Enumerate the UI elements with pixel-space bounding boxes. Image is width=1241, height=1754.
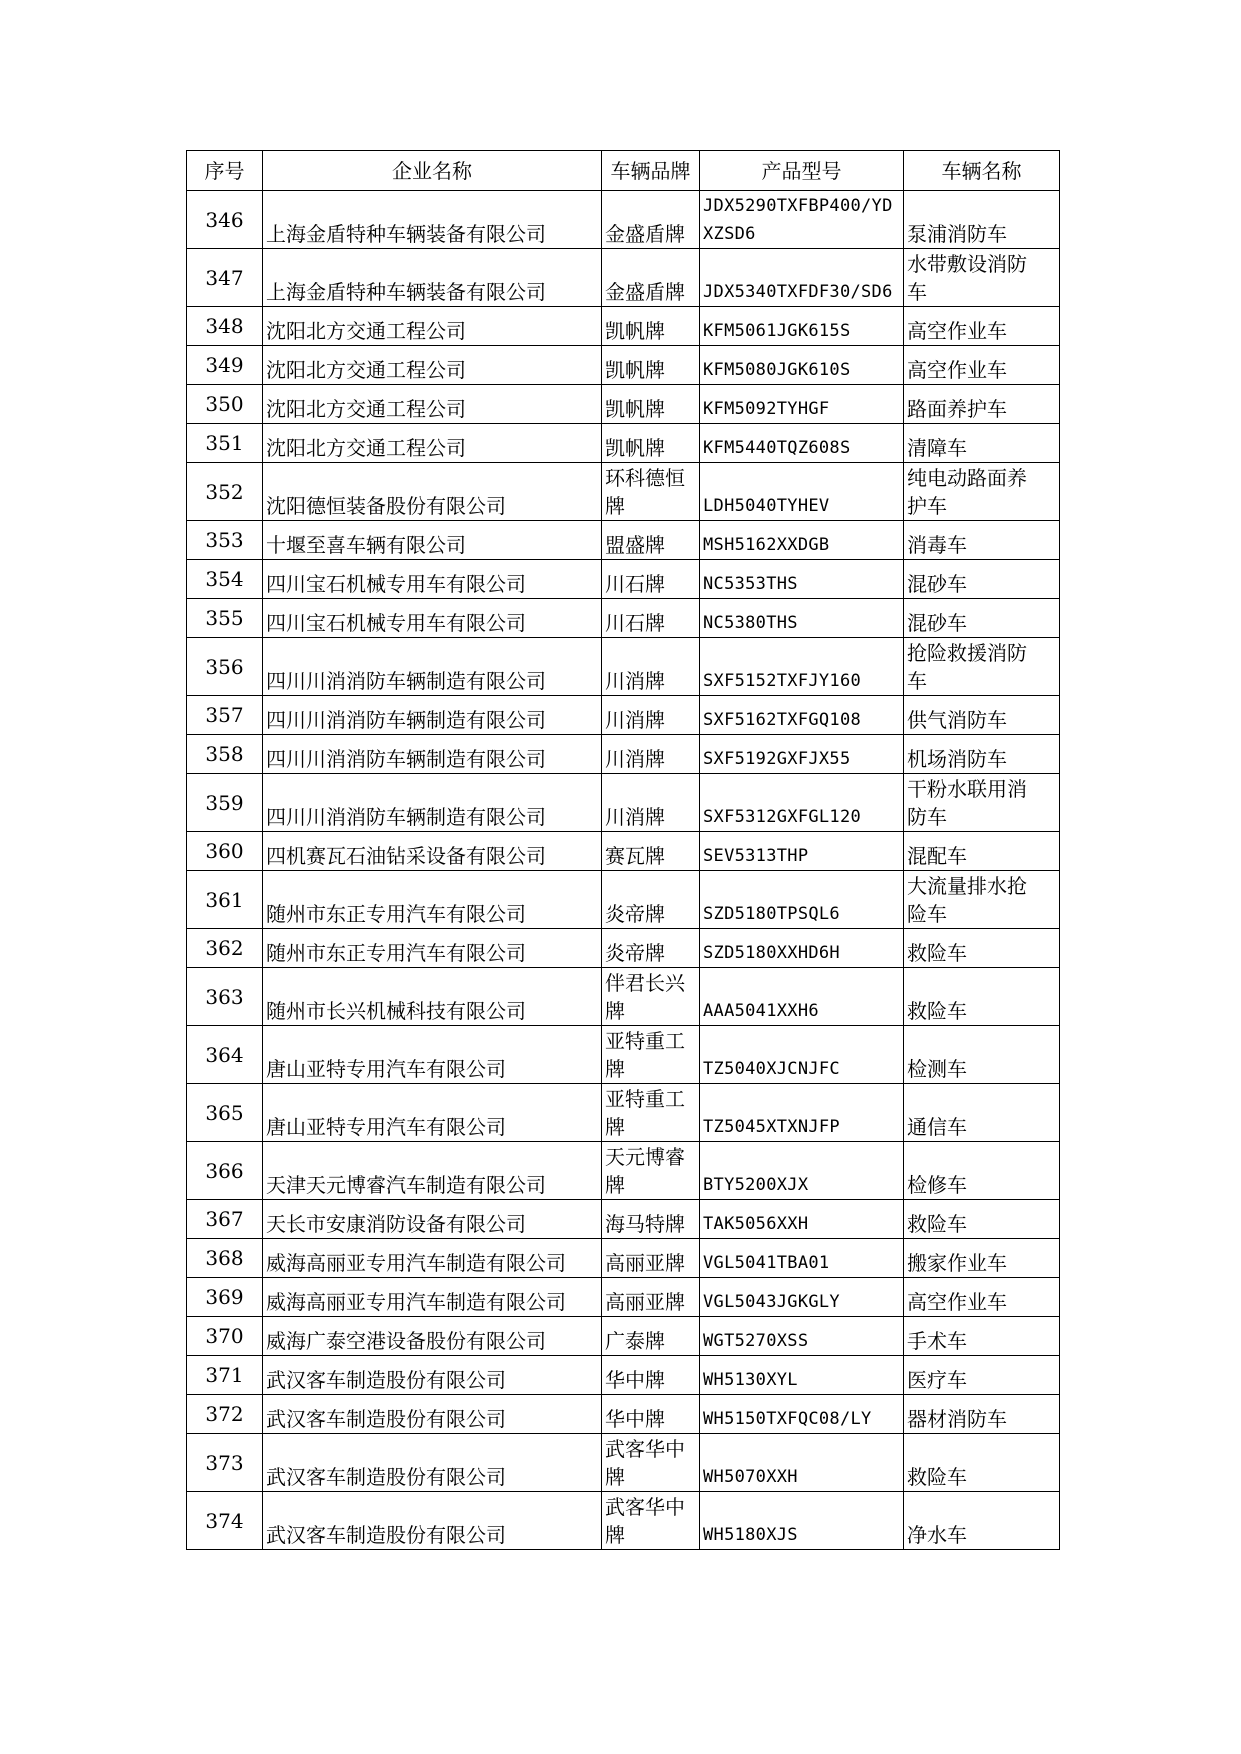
seq-cell: 361 xyxy=(187,871,263,929)
brand-cell: 亚特重工 牌 xyxy=(602,1026,700,1084)
model-cell: WGT5270XSS xyxy=(700,1317,904,1356)
seq-cell: 358 xyxy=(187,735,263,774)
vehicle-name-cell: 器材消防车 xyxy=(904,1395,1060,1434)
company-cell: 上海金盾特种车辆装备有限公司 xyxy=(263,249,602,307)
vehicle-name-cell: 救险车 xyxy=(904,1434,1060,1492)
brand-cell: 凯帆牌 xyxy=(602,307,700,346)
vehicle-name-cell: 通信车 xyxy=(904,1084,1060,1142)
company-cell: 沈阳北方交通工程公司 xyxy=(263,424,602,463)
company-cell: 四川川消消防车辆制造有限公司 xyxy=(263,638,602,696)
table-row xyxy=(187,929,1060,968)
table-row xyxy=(187,307,1060,346)
table-row xyxy=(187,1084,1060,1142)
table-row xyxy=(187,385,1060,424)
model-cell: SZD5180XXHD6H xyxy=(700,929,904,968)
seq-cell: 351 xyxy=(187,424,263,463)
model-cell: TZ5045XTXNJFP xyxy=(700,1084,904,1142)
company-cell: 威海广泰空港设备股份有限公司 xyxy=(263,1317,602,1356)
brand-cell: 川消牌 xyxy=(602,638,700,696)
table-row xyxy=(187,1026,1060,1084)
table-row xyxy=(187,463,1060,521)
vehicle-name-cell: 混配车 xyxy=(904,832,1060,871)
seq-cell: 352 xyxy=(187,463,263,521)
brand-cell: 凯帆牌 xyxy=(602,385,700,424)
company-cell: 沈阳北方交通工程公司 xyxy=(263,346,602,385)
brand-cell: 凯帆牌 xyxy=(602,424,700,463)
vehicle-name-cell: 泵浦消防车 xyxy=(904,191,1060,249)
vehicle-name-cell: 检测车 xyxy=(904,1026,1060,1084)
brand-cell: 盟盛牌 xyxy=(602,521,700,560)
seq-cell: 369 xyxy=(187,1278,263,1317)
company-cell: 武汉客车制造股份有限公司 xyxy=(263,1356,602,1395)
company-cell: 天长市安康消防设备有限公司 xyxy=(263,1200,602,1239)
model-cell: WH5070XXH xyxy=(700,1434,904,1492)
company-cell: 唐山亚特专用汽车有限公司 xyxy=(263,1084,602,1142)
vehicle-name-cell: 供气消防车 xyxy=(904,696,1060,735)
model-cell: NC5353THS xyxy=(700,560,904,599)
seq-cell: 374 xyxy=(187,1492,263,1550)
model-cell: LDH5040TYHEV xyxy=(700,463,904,521)
vehicle-name-cell: 高空作业车 xyxy=(904,1278,1060,1317)
table-header-row xyxy=(187,151,1060,191)
vehicle-name-cell: 干粉水联用消 防车 xyxy=(904,774,1060,832)
brand-cell: 川石牌 xyxy=(602,599,700,638)
table-row xyxy=(187,1239,1060,1278)
model-cell: KFM5440TQZ608S xyxy=(700,424,904,463)
seq-cell: 359 xyxy=(187,774,263,832)
model-cell: KFM5061JGK615S xyxy=(700,307,904,346)
model-cell: SXF5312GXFGL120 xyxy=(700,774,904,832)
vehicle-name-cell: 医疗车 xyxy=(904,1356,1060,1395)
header-model: 产品型号 xyxy=(700,151,904,191)
table-row xyxy=(187,1200,1060,1239)
header-brand: 车辆品牌 xyxy=(602,151,700,191)
company-cell: 四川宝石机械专用车有限公司 xyxy=(263,599,602,638)
table-row xyxy=(187,1395,1060,1434)
seq-cell: 355 xyxy=(187,599,263,638)
company-cell: 四川川消消防车辆制造有限公司 xyxy=(263,735,602,774)
table-row xyxy=(187,1317,1060,1356)
company-cell: 十堰至喜车辆有限公司 xyxy=(263,521,602,560)
seq-cell: 372 xyxy=(187,1395,263,1434)
brand-cell: 川消牌 xyxy=(602,774,700,832)
seq-cell: 371 xyxy=(187,1356,263,1395)
model-cell: TAK5056XXH xyxy=(700,1200,904,1239)
model-cell: MSH5162XXDGB xyxy=(700,521,904,560)
vehicle-name-cell: 救险车 xyxy=(904,1200,1060,1239)
table-row xyxy=(187,1356,1060,1395)
table-row xyxy=(187,696,1060,735)
model-cell: BTY5200XJX xyxy=(700,1142,904,1200)
seq-cell: 370 xyxy=(187,1317,263,1356)
vehicle-name-cell: 消毒车 xyxy=(904,521,1060,560)
company-cell: 威海高丽亚专用汽车制造有限公司 xyxy=(263,1278,602,1317)
table-row xyxy=(187,521,1060,560)
company-cell: 武汉客车制造股份有限公司 xyxy=(263,1434,602,1492)
model-cell: SXF5152TXFJY160 xyxy=(700,638,904,696)
brand-cell: 高丽亚牌 xyxy=(602,1239,700,1278)
brand-cell: 广泰牌 xyxy=(602,1317,700,1356)
table-row xyxy=(187,871,1060,929)
brand-cell: 武客华中 牌 xyxy=(602,1492,700,1550)
seq-cell: 366 xyxy=(187,1142,263,1200)
model-cell: SZD5180TPSQL6 xyxy=(700,871,904,929)
brand-cell: 川消牌 xyxy=(602,735,700,774)
table-row xyxy=(187,1142,1060,1200)
brand-cell: 华中牌 xyxy=(602,1356,700,1395)
company-cell: 天津天元博睿汽车制造有限公司 xyxy=(263,1142,602,1200)
vehicle-catalog-table xyxy=(186,150,1060,1550)
seq-cell: 354 xyxy=(187,560,263,599)
vehicle-name-cell: 水带敷设消防 车 xyxy=(904,249,1060,307)
seq-cell: 357 xyxy=(187,696,263,735)
model-cell: TZ5040XJCNJFC xyxy=(700,1026,904,1084)
model-cell: NC5380THS xyxy=(700,599,904,638)
company-cell: 威海高丽亚专用汽车制造有限公司 xyxy=(263,1239,602,1278)
brand-cell: 川石牌 xyxy=(602,560,700,599)
company-cell: 沈阳德恒装备股份有限公司 xyxy=(263,463,602,521)
brand-cell: 金盛盾牌 xyxy=(602,249,700,307)
header-seq: 序号 xyxy=(187,151,263,191)
brand-cell: 川消牌 xyxy=(602,696,700,735)
brand-cell: 炎帝牌 xyxy=(602,871,700,929)
brand-cell: 凯帆牌 xyxy=(602,346,700,385)
brand-cell: 天元博睿 牌 xyxy=(602,1142,700,1200)
seq-cell: 360 xyxy=(187,832,263,871)
model-cell: WH5130XYL xyxy=(700,1356,904,1395)
company-cell: 上海金盾特种车辆装备有限公司 xyxy=(263,191,602,249)
seq-cell: 356 xyxy=(187,638,263,696)
table-row xyxy=(187,735,1060,774)
company-cell: 随州市东正专用汽车有限公司 xyxy=(263,871,602,929)
seq-cell: 364 xyxy=(187,1026,263,1084)
vehicle-name-cell: 高空作业车 xyxy=(904,307,1060,346)
table-row xyxy=(187,968,1060,1026)
model-cell: VGL5043JGKGLY xyxy=(700,1278,904,1317)
seq-cell: 348 xyxy=(187,307,263,346)
table-row xyxy=(187,832,1060,871)
vehicle-name-cell: 清障车 xyxy=(904,424,1060,463)
vehicle-name-cell: 混砂车 xyxy=(904,599,1060,638)
vehicle-name-cell: 混砂车 xyxy=(904,560,1060,599)
table-row xyxy=(187,1434,1060,1492)
model-cell: VGL5041TBA01 xyxy=(700,1239,904,1278)
table-row xyxy=(187,774,1060,832)
seq-cell: 347 xyxy=(187,249,263,307)
company-cell: 随州市长兴机械科技有限公司 xyxy=(263,968,602,1026)
vehicle-name-cell: 高空作业车 xyxy=(904,346,1060,385)
vehicle-name-cell: 机场消防车 xyxy=(904,735,1060,774)
company-cell: 唐山亚特专用汽车有限公司 xyxy=(263,1026,602,1084)
brand-cell: 赛瓦牌 xyxy=(602,832,700,871)
seq-cell: 350 xyxy=(187,385,263,424)
model-cell: KFM5092TYHGF xyxy=(700,385,904,424)
header-vehicle-name: 车辆名称 xyxy=(904,151,1060,191)
table-row xyxy=(187,346,1060,385)
model-cell: KFM5080JGK610S xyxy=(700,346,904,385)
brand-cell: 环科德恒 牌 xyxy=(602,463,700,521)
model-cell: WH5150TXFQC08/LY xyxy=(700,1395,904,1434)
seq-cell: 353 xyxy=(187,521,263,560)
model-cell: SXF5162TXFGQ108 xyxy=(700,696,904,735)
model-cell: JDX5290TXFBP400/YD XZSD6 xyxy=(700,191,904,249)
seq-cell: 373 xyxy=(187,1434,263,1492)
vehicle-name-cell: 手术车 xyxy=(904,1317,1060,1356)
model-cell: AAA5041XXH6 xyxy=(700,968,904,1026)
seq-cell: 367 xyxy=(187,1200,263,1239)
table-row xyxy=(187,191,1060,249)
table-row xyxy=(187,638,1060,696)
seq-cell: 368 xyxy=(187,1239,263,1278)
seq-cell: 349 xyxy=(187,346,263,385)
brand-cell: 炎帝牌 xyxy=(602,929,700,968)
brand-cell: 金盛盾牌 xyxy=(602,191,700,249)
brand-cell: 武客华中 牌 xyxy=(602,1434,700,1492)
company-cell: 沈阳北方交通工程公司 xyxy=(263,385,602,424)
header-company: 企业名称 xyxy=(263,151,602,191)
vehicle-name-cell: 搬家作业车 xyxy=(904,1239,1060,1278)
company-cell: 武汉客车制造股份有限公司 xyxy=(263,1395,602,1434)
company-cell: 武汉客车制造股份有限公司 xyxy=(263,1492,602,1550)
table-row xyxy=(187,599,1060,638)
vehicle-name-cell: 救险车 xyxy=(904,929,1060,968)
vehicle-name-cell: 大流量排水抢 险车 xyxy=(904,871,1060,929)
brand-cell: 亚特重工 牌 xyxy=(602,1084,700,1142)
model-cell: SXF5192GXFJX55 xyxy=(700,735,904,774)
brand-cell: 海马特牌 xyxy=(602,1200,700,1239)
model-cell: SEV5313THP xyxy=(700,832,904,871)
seq-cell: 365 xyxy=(187,1084,263,1142)
model-cell: JDX5340TXFDF30/SD6 xyxy=(700,249,904,307)
table-row xyxy=(187,1492,1060,1550)
vehicle-name-cell: 净水车 xyxy=(904,1492,1060,1550)
vehicle-name-cell: 救险车 xyxy=(904,968,1060,1026)
company-cell: 四机赛瓦石油钻采设备有限公司 xyxy=(263,832,602,871)
brand-cell: 伴君长兴 牌 xyxy=(602,968,700,1026)
company-cell: 四川宝石机械专用车有限公司 xyxy=(263,560,602,599)
seq-cell: 346 xyxy=(187,191,263,249)
table-row xyxy=(187,560,1060,599)
seq-cell: 362 xyxy=(187,929,263,968)
vehicle-name-cell: 纯电动路面养 护车 xyxy=(904,463,1060,521)
company-cell: 随州市东正专用汽车有限公司 xyxy=(263,929,602,968)
brand-cell: 华中牌 xyxy=(602,1395,700,1434)
table-row xyxy=(187,1278,1060,1317)
table-row xyxy=(187,249,1060,307)
model-cell: WH5180XJS xyxy=(700,1492,904,1550)
company-cell: 四川川消消防车辆制造有限公司 xyxy=(263,774,602,832)
table-row xyxy=(187,424,1060,463)
company-cell: 四川川消消防车辆制造有限公司 xyxy=(263,696,602,735)
vehicle-name-cell: 检修车 xyxy=(904,1142,1060,1200)
seq-cell: 363 xyxy=(187,968,263,1026)
brand-cell: 高丽亚牌 xyxy=(602,1278,700,1317)
vehicle-name-cell: 路面养护车 xyxy=(904,385,1060,424)
vehicle-name-cell: 抢险救援消防 车 xyxy=(904,638,1060,696)
company-cell: 沈阳北方交通工程公司 xyxy=(263,307,602,346)
